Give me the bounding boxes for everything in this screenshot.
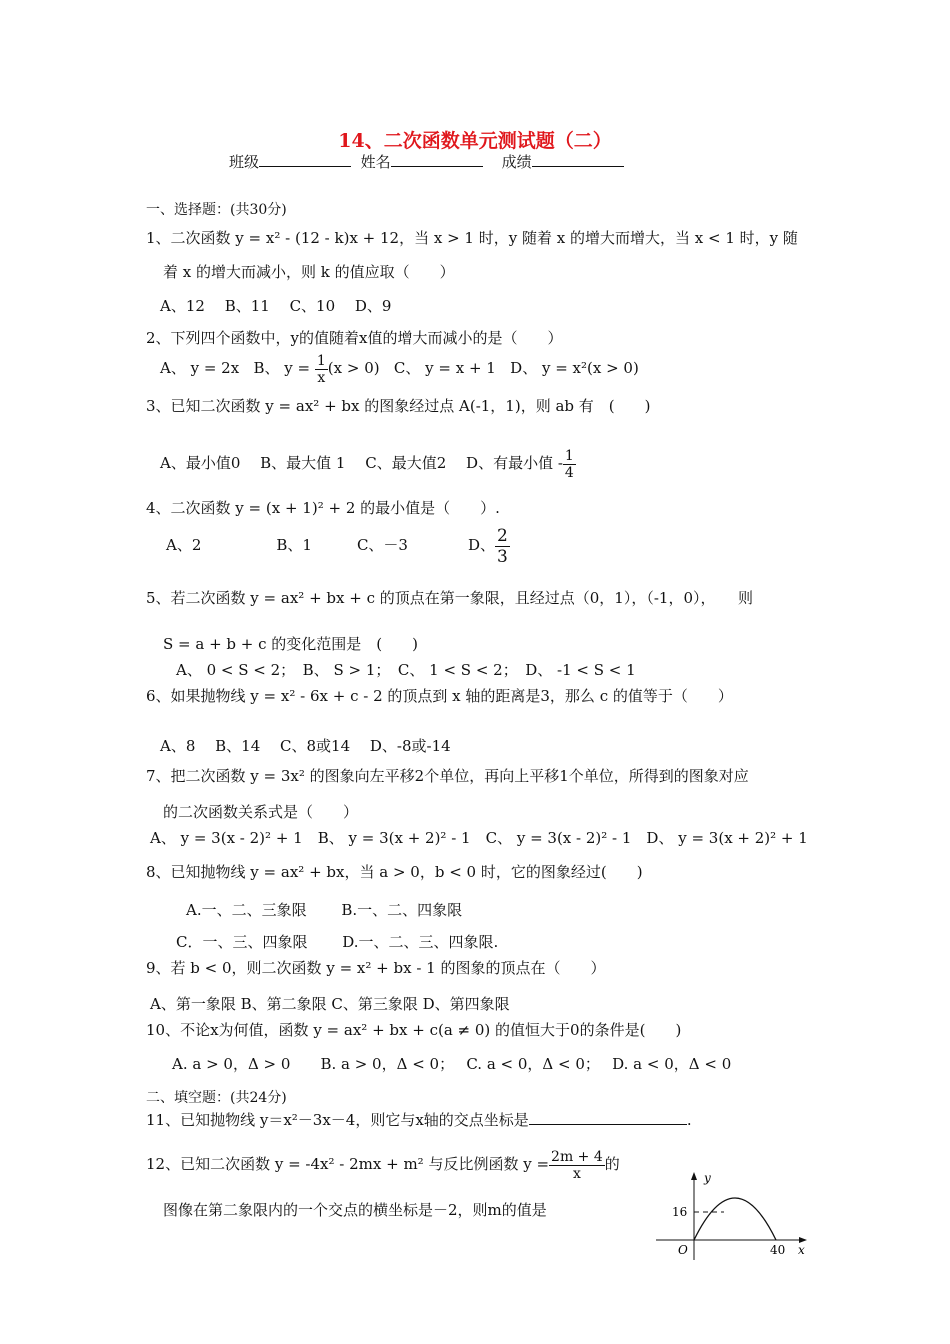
question-9-options: A、第一象限 B、第二象限 C、第三象限 D、第四象限	[150, 995, 510, 1013]
question-7-line-2: 的二次函数关系式是（ ）	[163, 803, 359, 821]
q2-option-c: C、 y = x + 1	[393, 359, 496, 377]
q2-option-b-fraction	[315, 353, 328, 386]
question-10: 10、不论x为何值，函数 y = ax² + bx + c(a ≠ 0) 的值恒大于0的条件是( )	[146, 1021, 682, 1039]
q11-answer-blank[interactable]	[529, 1110, 687, 1125]
question-2: 2、下列四个函数中，y的值随着x值的增大而减小的是（ ）	[146, 329, 563, 347]
q12-fraction	[549, 1149, 605, 1182]
question-9: 9、若 b < 0，则二次函数 y = x² + bx - 1 的图象的顶点在（ ）	[146, 959, 606, 977]
q2-option-a: A、 y = 2x	[160, 359, 240, 377]
question-5-options: A、 0 < S < 2； B、 S > 1； C、 1 < S < 2； D、 -1 < S < 1	[176, 661, 636, 679]
name-label: 姓名	[360, 153, 391, 171]
origin-label: O	[678, 1243, 688, 1257]
class-label: 班级	[229, 153, 260, 171]
q3-options-text: A、最小值0 B、最大值 1 C、最大值2 D、有最小值 -	[160, 454, 563, 472]
question-3: 3、已知二次函数 y = ax² + bx 的图象经过点 A(-1，1)，则 ab 有 ( )	[146, 397, 651, 415]
question-2-options	[160, 352, 639, 386]
q4-options-text: A、2 B、1 C、－3 D、	[166, 536, 495, 554]
page-title: 14、二次函数单元测试题（二）	[338, 130, 612, 152]
question-12-line-2: 图像在第二象限内的一个交点的横坐标是－2，则m的值是	[163, 1201, 547, 1219]
x-label: x	[798, 1243, 805, 1257]
x-tick-40: 40	[770, 1243, 786, 1257]
fraction-numerator: 1	[564, 447, 574, 464]
q12-text-pre: 12、已知二次函数 y = -4x² - 2mx + m² 与反比例函数 y =	[146, 1155, 550, 1173]
question-7-line-1: 7、把二次函数 y = 3x² 的图象向左平移2个单位，再向上平移1个单位，所得到的图象对应	[146, 767, 749, 785]
section-2-heading: 二、填空题：(共24分)	[146, 1090, 287, 1106]
question-5-line-2: S = a + b + c 的变化范围是 ( )	[163, 635, 419, 653]
question-5-line-1: 5、若二次函数 y = ax² + bx + c 的顶点在第一象限，且经过点（0，1），（-1，0）， 则	[146, 589, 753, 607]
q11-end: .	[686, 1111, 692, 1129]
score-label: 成绩	[501, 153, 532, 171]
y-tick-16: 16	[672, 1205, 688, 1219]
section-1-heading: 一、选择题：(共30分)	[146, 202, 287, 218]
q2-option-b-post: (x > 0)	[327, 359, 380, 377]
question-1-options: A、12 B、11 C、10 D、9	[160, 297, 392, 315]
q11-text: 11、已知抛物线 y＝x²－3x－4，则它与x轴的交点坐标是	[146, 1111, 529, 1129]
parabola-curve	[694, 1198, 776, 1240]
fraction-denominator: x	[572, 1165, 581, 1182]
q2-option-b-pre: B、 y =	[253, 359, 315, 377]
question-1-line-1: 1、二次函数 y = x² - (12 - k)x + 12，当 x > 1 时，y 随着 x 的增大而增大，当 x < 1 时，y 随	[146, 229, 798, 247]
parabola-graph	[652, 1168, 812, 1264]
question-7-options: A、 y = 3(x - 2)² + 1 B、 y = 3(x + 2)² - 1 C、 y = 3(x - 2)² - 1 D、 y = 3(x + 2)² + 1	[150, 829, 808, 847]
question-8-options-ab: A.一、二、三象限 B.一、二、四象限	[186, 901, 463, 919]
fraction-denominator: 3	[497, 546, 508, 567]
score-field[interactable]	[532, 152, 624, 167]
fraction-numerator: 2	[497, 525, 508, 546]
q12-text-post: 的	[604, 1155, 620, 1173]
name-field[interactable]	[391, 152, 483, 167]
fraction-numerator: 1	[316, 352, 326, 369]
q3-option-d-fraction	[563, 448, 576, 481]
question-6: 6、如果抛物线 y = x² - 6x + c - 2 的顶点到 x 轴的距离是3，那么 c 的值等于（ ）	[146, 687, 733, 705]
question-11	[146, 1110, 692, 1130]
question-10-options: A. a > 0，Δ > 0 B. a > 0，Δ < 0； C. a < 0，Δ < 0； D. a < 0，Δ < 0	[172, 1055, 732, 1073]
fraction-denominator: x	[317, 369, 326, 386]
fraction-denominator: 4	[564, 464, 574, 481]
class-field[interactable]	[259, 152, 351, 167]
question-4-options	[166, 522, 510, 568]
q2-option-d: D、 y = x²(x > 0)	[510, 359, 639, 377]
question-1-line-2: 着 x 的增大而减小，则 k 的值应取（ ）	[163, 263, 455, 281]
fraction-numerator: 2m + 4	[551, 1148, 603, 1165]
question-12-line-1	[146, 1146, 620, 1182]
question-4: 4、二次函数 y = (x + 1)² + 2 的最小值是（ ）.	[146, 499, 500, 517]
q4-option-d-fraction	[495, 526, 510, 567]
y-label: y	[704, 1171, 711, 1185]
question-6-options: A、8 B、14 C、8或14 D、-8或-14	[160, 737, 451, 755]
question-3-options	[160, 446, 576, 481]
y-axis-arrow	[691, 1172, 697, 1180]
header-row	[229, 152, 624, 172]
question-8: 8、已知抛物线 y = ax² + bx，当 a > 0，b < 0 时，它的图象经过( )	[146, 863, 643, 881]
question-8-options-cd: C．一、三、四象限 D.一、二、三、四象限.	[176, 933, 499, 951]
